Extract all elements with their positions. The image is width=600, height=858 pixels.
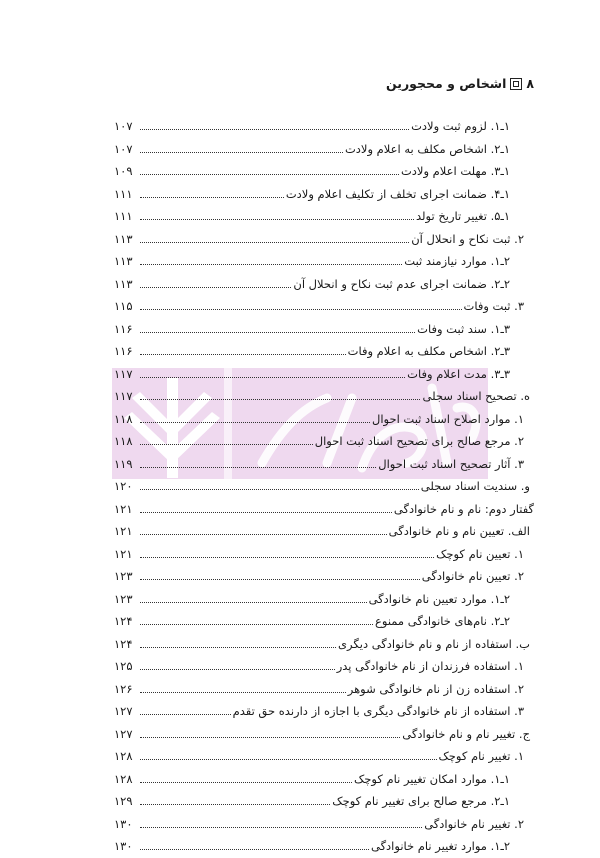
toc-page-number: ۱۱۳ (114, 231, 133, 246)
dot-leader (140, 279, 291, 288)
dot-leader (140, 121, 409, 130)
dot-leader (140, 256, 402, 265)
toc-entry-line (114, 187, 510, 201)
toc-page-number: ۱۲۹ (114, 794, 133, 809)
toc-entry-line (114, 682, 524, 696)
toc-entry-line (114, 254, 510, 268)
toc-page-number: ۱۱۶ (114, 344, 133, 359)
toc-entry[interactable] (114, 430, 534, 453)
toc-page-number: ۱۱۸ (114, 434, 133, 449)
toc-page-number: ۱۲۱ (114, 546, 133, 561)
toc-entry[interactable] (114, 160, 534, 183)
toc-entry-title: ۳. استفاده از نام خانوادگی دیگری با اجازه از دارنده حق تقدم (232, 704, 524, 719)
toc-entry[interactable] (114, 813, 534, 836)
toc-entry-line (114, 547, 524, 561)
dot-leader (140, 189, 284, 198)
toc-entry[interactable] (114, 250, 534, 273)
toc-entry[interactable] (114, 835, 534, 858)
toc-entry-line (114, 457, 524, 471)
toc-entry-title: الف. تعیین نام و نام خانوادگی (388, 524, 530, 539)
toc-page-number: ۱۰۹ (114, 164, 133, 179)
book-title: اشخاص و محجورین (386, 76, 507, 91)
dot-leader (140, 661, 335, 670)
dot-leader (140, 729, 400, 738)
toc-entry-line (114, 164, 510, 178)
toc-entry-line (114, 209, 510, 223)
toc-entry-line (114, 277, 510, 291)
toc-entry-line (114, 659, 524, 673)
toc-page-number: ۱۰۷ (114, 141, 133, 156)
toc-entry-line (114, 592, 510, 606)
toc-page-number: ۱۲۸ (114, 749, 133, 764)
toc-entry-title: ۳. آثار تصحیح اسناد ثبت احوال (378, 456, 524, 471)
dot-leader (140, 346, 346, 355)
toc-entry-line (114, 637, 530, 651)
toc-page-number: ۱۱۸ (114, 411, 133, 426)
toc-entry-title: ۲. مرجع صالح برای تصحیح اسناد ثبت احوال (314, 434, 524, 449)
toc-page-number: ۱۱۷ (114, 366, 133, 381)
toc-page-number: ۱۲۴ (114, 614, 133, 629)
toc-entry-line (114, 119, 510, 133)
toc-page-number: ۱۲۴ (114, 636, 133, 651)
toc-entry-line (114, 839, 510, 853)
toc-entry-line (114, 614, 510, 628)
dot-leader (140, 414, 370, 423)
toc-entry-title: ۲. تعیین نام خانوادگی (421, 569, 524, 584)
toc-entry-title: ۲. ثبت نکاح و انحلال آن (411, 231, 524, 246)
dot-leader (140, 796, 330, 805)
toc-entry[interactable] (114, 408, 534, 431)
toc-entry-title: ۲ـ۱. موارد تغییر نام خانوادگی (371, 839, 510, 854)
toc-entry-line (114, 344, 510, 358)
toc-entry[interactable] (114, 363, 534, 386)
toc-entry-title: ۲ـ۱. موارد تعیین نام خانوادگی (368, 591, 510, 606)
toc-entry-title: ۳ـ۱. سند ثبت وفات (417, 321, 510, 336)
toc-page-number: ۱۰۷ (114, 119, 133, 134)
toc-page-number: ۱۲۷ (114, 704, 133, 719)
toc-entry[interactable] (114, 633, 534, 656)
toc-entry[interactable] (114, 745, 534, 768)
dot-leader (140, 751, 437, 760)
dot-leader (140, 526, 387, 535)
toc-entry[interactable] (114, 228, 534, 251)
toc-entry-title: ۳ـ۲. اشخاص مکلف به اعلام وفات (347, 344, 510, 359)
dot-leader (140, 436, 313, 445)
dot-leader (140, 324, 415, 333)
toc-entry[interactable] (114, 498, 534, 521)
page-header (386, 76, 534, 91)
toc-entry[interactable] (114, 588, 534, 611)
dot-leader (140, 166, 399, 175)
toc-entry-title: گفتار دوم: نام و نام خانوادگی (393, 501, 534, 516)
toc-page-number: ۱۲۵ (114, 659, 133, 674)
toc-page-number: ۱۲۰ (114, 479, 133, 494)
dot-leader (140, 369, 405, 378)
toc-page-number: ۱۱۳ (114, 276, 133, 291)
toc-entry[interactable] (114, 543, 534, 566)
toc-page-number: ۱۲۱ (114, 524, 133, 539)
toc-entry-line (114, 502, 534, 516)
dot-leader (140, 549, 434, 558)
dot-leader (140, 301, 462, 310)
toc-entry-title: ۱ـ۱. لزوم ثبت ولادت (411, 119, 510, 134)
dot-leader (140, 774, 352, 783)
toc-entry-title: ۱ـ۳. مهلت اعلام ولادت (400, 164, 510, 179)
dot-leader (140, 144, 343, 153)
toc-entry-line (114, 299, 524, 313)
toc-entry-title: ۱ـ۵. تغییر تاریخ تولد (416, 209, 510, 224)
toc-entry-title: ج. تغییر نام و نام خانوادگی (402, 726, 530, 741)
toc-entry[interactable] (114, 700, 534, 723)
toc-entry[interactable] (114, 610, 534, 633)
toc-page-number: ۱۱۶ (114, 321, 133, 336)
toc-entry-line (114, 479, 530, 493)
toc-entry-line (114, 524, 530, 538)
toc-entry-title: ه. تصحیح اسناد سجلی (422, 389, 530, 404)
toc-page-number: ۱۱۷ (114, 389, 133, 404)
toc-entry[interactable] (114, 790, 534, 813)
toc-entry-title: ۱ـ۱. موارد امکان تغییر نام کوچک (354, 771, 510, 786)
toc-entry-line (114, 727, 530, 741)
dot-leader (140, 571, 420, 580)
dot-leader (140, 211, 414, 220)
book-square-icon (510, 78, 522, 90)
toc-entry-line (114, 704, 524, 718)
toc-entry[interactable] (114, 678, 534, 701)
toc-page-number: ۱۱۹ (114, 456, 133, 471)
toc-entry[interactable] (114, 138, 534, 161)
dot-leader (140, 391, 420, 400)
toc-page-number: ۱۳۰ (114, 839, 133, 854)
toc-entry-line (114, 817, 524, 831)
toc-page-number: ۱۲۸ (114, 771, 133, 786)
toc-entry-title: ب. استفاده از نام و نام خانوادگی دیگری (338, 636, 530, 651)
toc-entry[interactable] (114, 768, 534, 791)
toc-entry-line (114, 322, 510, 336)
toc-entry-line (114, 142, 510, 156)
table-of-contents (114, 115, 534, 858)
toc-page-number: ۱۱۵ (114, 299, 133, 314)
toc-entry[interactable] (114, 385, 534, 408)
toc-entry[interactable] (114, 183, 534, 206)
toc-entry[interactable] (114, 295, 534, 318)
toc-entry-title: و. سندیت اسناد سجلی (420, 479, 530, 494)
toc-entry-title: ۱ـ۲. اشخاص مکلف به اعلام ولادت (344, 141, 510, 156)
toc-entry[interactable] (114, 273, 534, 296)
toc-page-number: ۱۱۱ (114, 186, 133, 201)
toc-entry-title: ۱ـ۲. مرجع صالح برای تغییر نام کوچک (332, 794, 510, 809)
toc-page-number: ۱۳۰ (114, 816, 133, 831)
toc-entry-title: ۲ـ۲. ضمانت اجرای عدم ثبت نکاح و انحلال آن (293, 276, 510, 291)
toc-page-number: ۱۲۱ (114, 501, 133, 516)
toc-entry-line (114, 794, 510, 808)
toc-entry-title: ۱. موارد اصلاح اسناد ثبت احوال (371, 411, 524, 426)
dot-leader (140, 459, 376, 468)
dot-leader (140, 616, 373, 625)
toc-entry-title: ۲. استفاده زن از نام خانوادگی شوهر (347, 681, 524, 696)
toc-page-number: ۱۲۳ (114, 569, 133, 584)
page-number: ۸ (526, 76, 534, 91)
toc-entry[interactable] (114, 655, 534, 678)
toc-entry-line (114, 412, 524, 426)
dot-leader (140, 706, 231, 715)
toc-entry[interactable] (114, 475, 534, 498)
toc-entry-title: ۳. ثبت وفات (463, 299, 524, 314)
toc-entry-line (114, 772, 510, 786)
dot-leader (140, 639, 336, 648)
toc-entry[interactable] (114, 205, 534, 228)
toc-entry-line (114, 389, 530, 403)
dot-leader (140, 481, 419, 490)
toc-entry[interactable] (114, 565, 534, 588)
dot-leader (140, 819, 422, 828)
dot-leader (140, 841, 369, 850)
toc-entry-title: ۱. استفاده فرزندان از نام خانوادگی پدر (336, 659, 524, 674)
toc-entry[interactable] (114, 723, 534, 746)
toc-entry[interactable] (114, 115, 534, 138)
toc-entry-title: ۲ـ۲. نام‌های خانوادگی ممنوع (375, 614, 510, 629)
toc-entry-title: ۱ـ۴. ضمانت اجرای تخلف از تکلیف اعلام ولادت (285, 186, 510, 201)
toc-entry-line (114, 569, 524, 583)
toc-entry-line (114, 749, 524, 763)
dot-leader (140, 234, 409, 243)
toc-entry-title: ۱. تغییر نام کوچک (438, 749, 524, 764)
dot-leader (140, 684, 346, 693)
toc-entry-line (114, 367, 510, 381)
toc-entry-title: ۳ـ۳. مدت اعلام وفات (407, 366, 510, 381)
toc-page-number: ۱۲۳ (114, 591, 133, 606)
dot-leader (140, 594, 367, 603)
dot-leader (140, 504, 392, 513)
toc-page-number: ۱۲۶ (114, 681, 133, 696)
toc-entry-title: ۲ـ۱. موارد نیازمند ثبت (404, 254, 510, 269)
toc-page-number: ۱۱۱ (114, 209, 133, 224)
toc-entry-title: ۲. تغییر نام خانوادگی (424, 816, 524, 831)
toc-entry-title: ۱. تعیین نام کوچک (436, 546, 524, 561)
toc-entry-line (114, 232, 524, 246)
toc-entry[interactable] (114, 453, 534, 476)
toc-entry[interactable] (114, 340, 534, 363)
toc-entry[interactable] (114, 520, 534, 543)
toc-entry-line (114, 434, 524, 448)
toc-page-number: ۱۱۳ (114, 254, 133, 269)
toc-page-number: ۱۲۷ (114, 726, 133, 741)
toc-entry[interactable] (114, 318, 534, 341)
